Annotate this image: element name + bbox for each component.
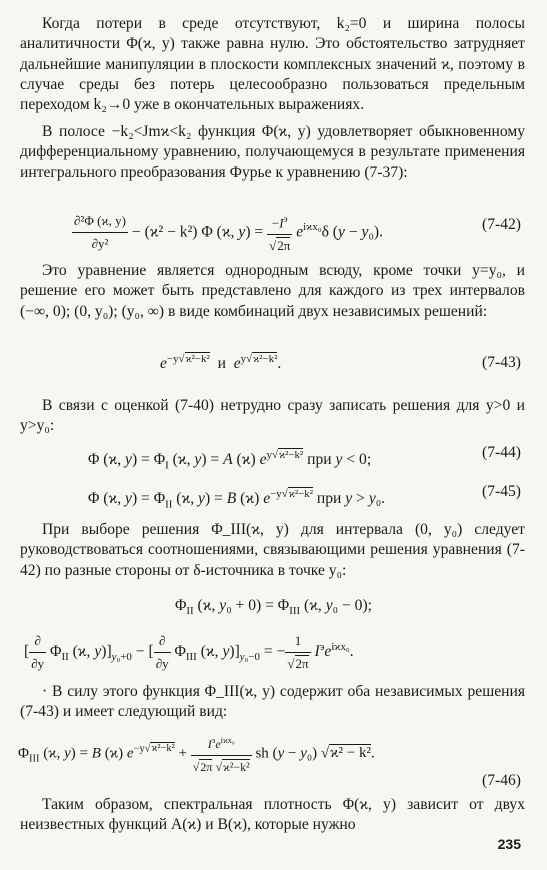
equation-continuity: $\Phi_{II}$ (ϰ, $y_0 + 0) = \Phi_{III}$ (ϰ, y₀ − 0); <box>174 597 373 618</box>
paragraph-3: Это уравнение является однородным всюду, кроме точки y=y₀, и решение его может быть представлено для каждого из трех интервалов (−∞, 0); (0, y₀); (y₀, ∞) в виде комбинаций двух независимых решений: <box>20 262 525 320</box>
equation-7-42: $\frac{\text{∂²Φ (ϰ, y)}}{\text{∂y²}}$ − (ϰ² − k²) Φ (ϰ, y) = $\frac{-I^э}{√2\pi}$ $e^{iϰx_0}\delta$ (y − y₀). <box>72 208 383 257</box>
paragraph-7: Таким образом, спектральная плотность Φ(ϰ, y) зависит от двух неизвестных функций A(ϰ) и B(ϰ), которые нужно <box>20 796 525 834</box>
equation-number-7-46: (7-46) <box>482 772 521 789</box>
word-when-1: при <box>307 451 332 469</box>
paragraph-6: · В силу этого функция Φ_III(ϰ, y) содержит оба независимых решения (7-43) и имеет следующий вид: <box>20 683 525 721</box>
page-number: 235 <box>497 836 521 852</box>
equation-number-7-44: (7-44) <box>482 444 521 461</box>
equation-7-45: Φ (ϰ, $y) = \Phi_{II}$ (ϰ, y) = B (ϰ) $e^{-y√ϰ^2-k^2}$ при y > y₀. <box>88 488 386 511</box>
equation-number-7-45: (7-45) <box>482 483 521 500</box>
equation-7-44: Φ (ϰ, $y) = \Phi_I$ (ϰ, y) = A (ϰ) $e^{y√ϰ^2-k^2}$ при y < 0; <box>88 449 372 472</box>
equation-7-46: $\Phi_{III}$ (ϰ, y) = B (ϰ) $e^{-y√ϰ^2-k^2}$ + $\frac{I^эe^{iϰx_0}}{\text{√2π √ϰ²−k²}}$ sh (y − y₀) √ϰ² − k². <box>18 730 375 778</box>
equation-jump: [ $\frac{\partial}{\partial y}$ $\Phi_{II}$ (ϰ, $y)]_{y_0+0}$ − [ $\frac{\partial}{\partial y}$ $\Phi_{III}$ (ϰ, $y)]_{y_0-0}$ = − $\frac{1}{√2\pi}$ $I^эe^{iϰx_0}$. <box>24 630 354 675</box>
paragraph-4: В связи с оценкой (7-40) нетрудно сразу записать решения для y>0 и y>y₀: <box>20 397 525 435</box>
paragraph-2: В полосе −k₂<Jmϰ<k₂ функция Φ(ϰ, y) удовлетворяет обыкновенному дифференциальному уравнению, получающемуся в результате применения интегрального преобразования Фурье к уравнению (7-37): <box>20 123 525 181</box>
equation-7-43: $e^{-y√ϰ^2-k^2}$ и $e^{y√ϰ^2-k^2}$. <box>160 353 282 373</box>
paragraph-1: Когда потери в среде отсутствуют, k₂=0 и ширина полосы аналитичности Φ(ϰ, y) также равна нулю. Это обстоятельство затрудняет дальнейшие манипуляции в плоскости комплексных значений ϰ, поэтому в случае среды без потерь целесообразно пользоваться предельным переходом k₂→0 уже в окончательных выражениях. <box>20 15 525 114</box>
equation-number-7-42: (7-42) <box>482 216 521 233</box>
word-when-2: при <box>316 490 342 508</box>
equation-number-7-43: (7-43) <box>482 354 521 371</box>
paragraph-5: При выборе решения Φ_III(ϰ, y) для интервала (0, y₀) следует руководствоваться соотношениями, связывающими решения уравнения (7-42) по разные стороны от δ-источника в точке y₀: <box>20 521 525 579</box>
word-and: и <box>217 355 226 373</box>
